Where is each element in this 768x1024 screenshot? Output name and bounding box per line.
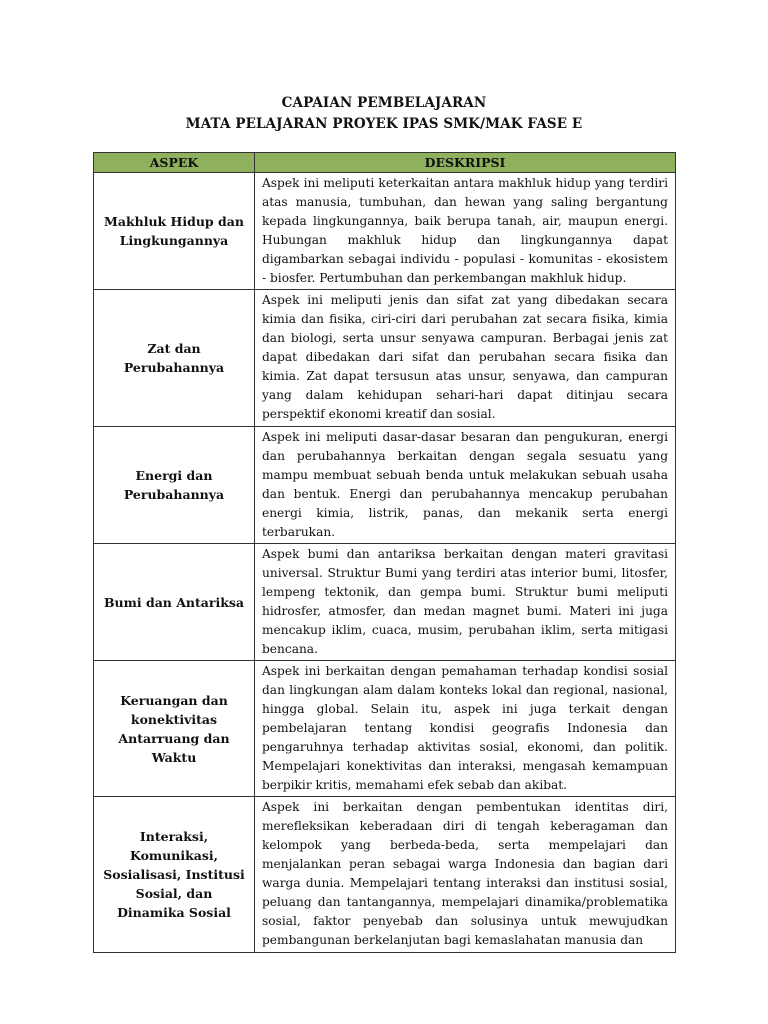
deskripsi-cell: Aspek ini meliputi dasar-dasar besaran dan pengukuran, energi dan perubahannya berkaitan dengan segala sesuatu yang mampu membuat sebuah benda untuk melakukan sebuah usaha dan bentuk. Energi dan perubahannya mencakup perubahan energi kimia, listrik, panas, dan mekanik serta energi terbarukan. xyxy=(255,427,676,544)
table-row xyxy=(94,427,676,544)
deskripsi-cell: Aspek ini meliputi keterkaitan antara makhluk hidup yang terdiri atas manusia, tumbuhan, dan hewan yang saling bergantung kepada lingkungannya, baik berupa tanah, air, maupun energi. Hubungan makhluk hidup dan lingkungannya dapat digambarkan sebagai individu - populasi - komunitas - ekosistem - biosfer. Pertumbuhan dan perkembangan makhluk hidup. xyxy=(255,173,676,290)
aspek-cell: Bumi dan Antariksa xyxy=(94,544,255,661)
document-subtitle: MATA PELAJARAN PROYEK IPAS SMK/MAK FASE E xyxy=(185,116,583,132)
aspek-cell: Keruangan dan konektivitas Antarruang dan Waktu xyxy=(94,661,255,797)
deskripsi-cell: Aspek ini berkaitan dengan pemahaman terhadap kondisi sosial dan lingkungan alam dalam konteks lokal dan regional, nasional, hingga global. Selain itu, aspek ini juga terkait dengan pembelajaran tentang kondisi geografis Indonesia dan pengaruhnya terhadap aktivitas sosial, ekonomi, dan politik. Mempelajari konektivitas dan interaksi, mengasah kemampuan berpikir kritis, memahami efek sebab dan akibat. xyxy=(255,661,676,797)
learning-outcomes-table xyxy=(93,152,676,953)
table-row xyxy=(94,797,676,953)
deskripsi-cell: Aspek bumi dan antariksa berkaitan dengan materi gravitasi universal. Struktur Bumi yang terdiri atas interior bumi, litosfer, lempeng tektonik, dan gempa bumi. Struktur bumi meliputi hidrosfer, atmosfer, dan medan magnet bumi. Materi ini juga mencakup iklim, cuaca, musim, perubahan iklim, serta mitigasi bencana. xyxy=(255,544,676,661)
document-title: CAPAIAN PEMBELAJARAN xyxy=(281,95,487,111)
aspek-cell: Zat dan Perubahannya xyxy=(94,290,255,427)
aspek-cell: Interaksi, Komunikasi, Sosialisasi, Institusi Sosial, dan Dinamika Sosial xyxy=(94,797,255,953)
table-row xyxy=(94,173,676,290)
deskripsi-cell: Aspek ini berkaitan dengan pembentukan identitas diri, merefleksikan keberadaan diri di tengah keberagaman dan kelompok yang berbeda-beda, serta mempelajari dan menjalankan peran sebagai warga Indonesia dan bagian dari warga dunia. Mempelajari tentang interaksi dan institusi sosial, peluang dan tantangannya, mempelajari dinamika/problematika sosial, faktor penyebab dan solusinya untuk mewujudkan pembangunan berkelanjutan bagi kemaslahatan manusia dan xyxy=(262,800,668,947)
aspek-cell: Makhluk Hidup dan Lingkungannya xyxy=(94,173,255,290)
table-row xyxy=(94,544,676,661)
table-header-row xyxy=(94,153,676,173)
deskripsi-cell-wrapper xyxy=(255,797,676,953)
table-row xyxy=(94,290,676,427)
header-deskripsi: DESKRIPSI xyxy=(255,153,676,173)
header-aspek: ASPEK xyxy=(94,153,255,173)
deskripsi-cell: Aspek ini meliputi jenis dan sifat zat yang dibedakan secara kimia dan fisika, ciri-ciri dari perubahan zat secara fisika, kimia dan biologi, serta unsur senyawa campuran. Berbagai jenis zat dapat dibedakan dari sifat dan perubahan secara fisika dan kimia. Zat dapat tersusun atas unsur, senyawa, dan campuran yang dalam kehidupan sehari-hari dapat ditinjau secara perspektif ekonomi kreatif dan sosial. xyxy=(255,290,676,427)
table-row xyxy=(94,661,676,797)
aspek-cell: Energi dan Perubahannya xyxy=(94,427,255,544)
